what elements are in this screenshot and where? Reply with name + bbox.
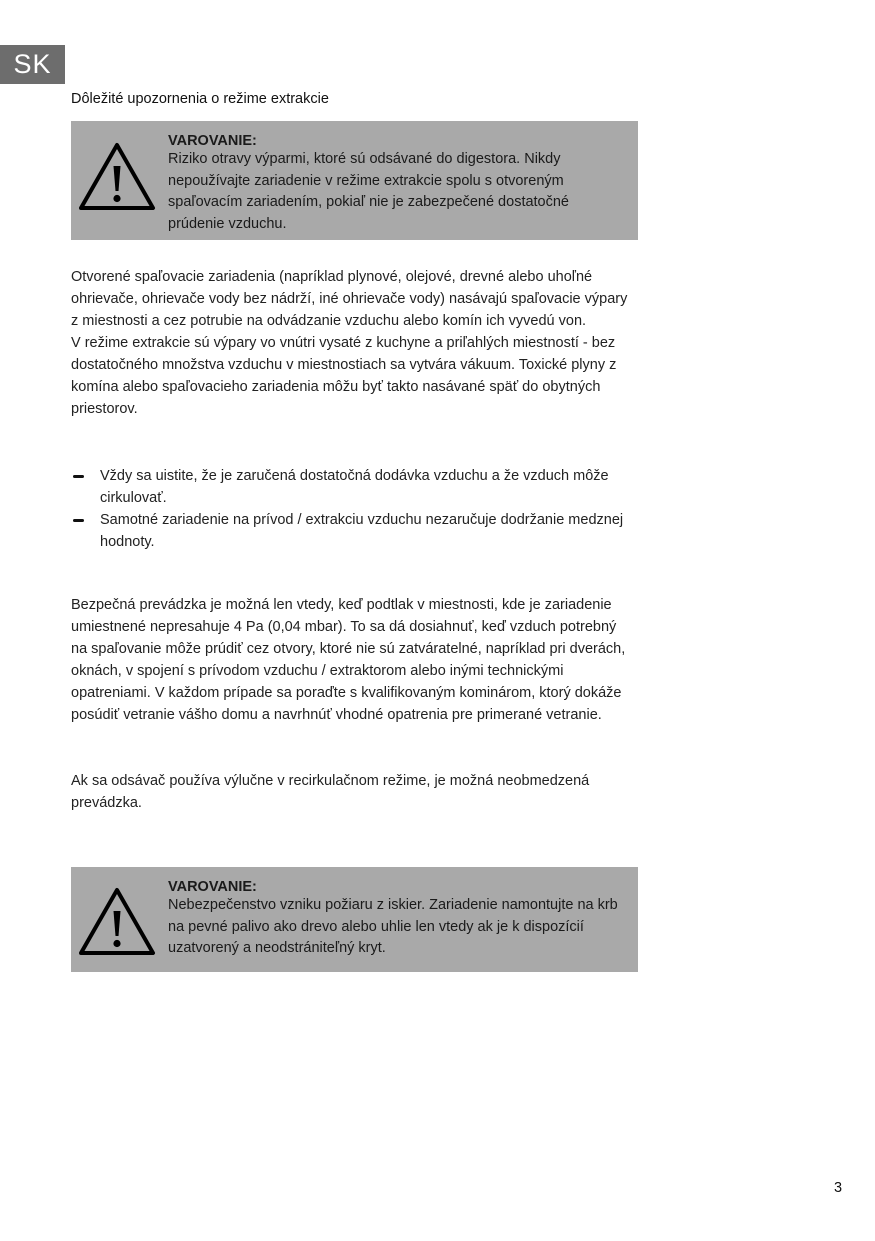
bullet-dash-icon xyxy=(73,519,84,522)
list-item-text: Samotné zariadenie na prívod / extrakciu vzduchu nezaručuje dodržanie medznej hodnoty. xyxy=(100,512,624,550)
warning-title: VAROVANIE: xyxy=(168,879,257,895)
language-tab: SK xyxy=(0,45,65,84)
section-heading: Dôležité upozornenia o režime extrakcie xyxy=(71,91,329,107)
recirculation-paragraph: Ak sa odsávač používa výlučne v recirkulačnom režime, je možná neobmedzená prevádzka. xyxy=(71,773,590,811)
warning-text: Riziko otravy výparmi, ktoré sú odsávané do digestora. Nikdy nepoužívajte zariadenie v režime extrakcie spolu s otvoreným spaľovacím zariadením, pokiaľ nie je zabezpečené dostatočné prúdenie vzduchu. xyxy=(168,151,570,232)
list-item xyxy=(71,465,636,509)
warning-triangle-icon xyxy=(78,887,156,957)
warning-box-fire xyxy=(71,867,638,972)
warning-box-fumes xyxy=(71,121,638,240)
safety-bullet-list xyxy=(71,465,636,553)
list-item xyxy=(71,509,636,553)
warning-text: Nebezpečenstvo vzniku požiaru z iskier. Zariadenie namontujte na krb na pevné palivo ako drevo alebo uhlie len vtedy ak je k dispozícií uzatvorený a neodstrániteľný kryt. xyxy=(168,897,618,956)
list-item-text: Vždy sa uistite, že je zaručená dostatočná dodávka vzduchu a že vzduch môže cirkulovať. xyxy=(100,468,609,506)
warning-title: VAROVANIE: xyxy=(168,133,257,149)
warning-triangle-icon xyxy=(78,142,156,212)
bullet-dash-icon xyxy=(73,475,84,478)
page-number: 3 xyxy=(834,1180,843,1196)
combustion-paragraph xyxy=(71,266,631,420)
paragraph-text: Otvorené spaľovacie zariadenia (napríklad plynové, olejové, drevné alebo uhoľné ohrievače, ohrievače vody bez nádrží, iné ohrievače vody) nasávajú spaľovacie výpary z miestnosti a cez potrubie na odvádzanie vzduchu alebo komín ich vyvedú von. V režime extrakcie sú výpary vo vnútri vysaté z kuchyne a priľahlých miestností - bez dostatočného množstva vzduchu v miestnostiach sa vytvára vákuum. Toxické plyny z komína alebo spaľovacieho zariadenia môžu byť takto nasávané späť do obytných priestorov. xyxy=(71,269,628,417)
safe-operation-paragraph: Bezpečná prevádzka je možná len vtedy, keď podtlak v miestnosti, kde je zariadenie umiestnené nepresahuje 4 Pa (0,04 mbar). To sa dá dosiahnuť, keď vzduch potrebný na spaľovanie môže prúdiť cez otvory, ktoré nie sú zatváratelné, napríklad pri dverách, oknách, v spojení s prívodom vzduchu / extraktorom alebo inými technickými opatreniami. V každom prípade sa poraďte s kvalifikovaným kominárom, ktorý dokáže posúdiť vetranie vášho domu a navrhnúť vhodné opatrenia pre primerané vetranie. xyxy=(71,597,626,723)
